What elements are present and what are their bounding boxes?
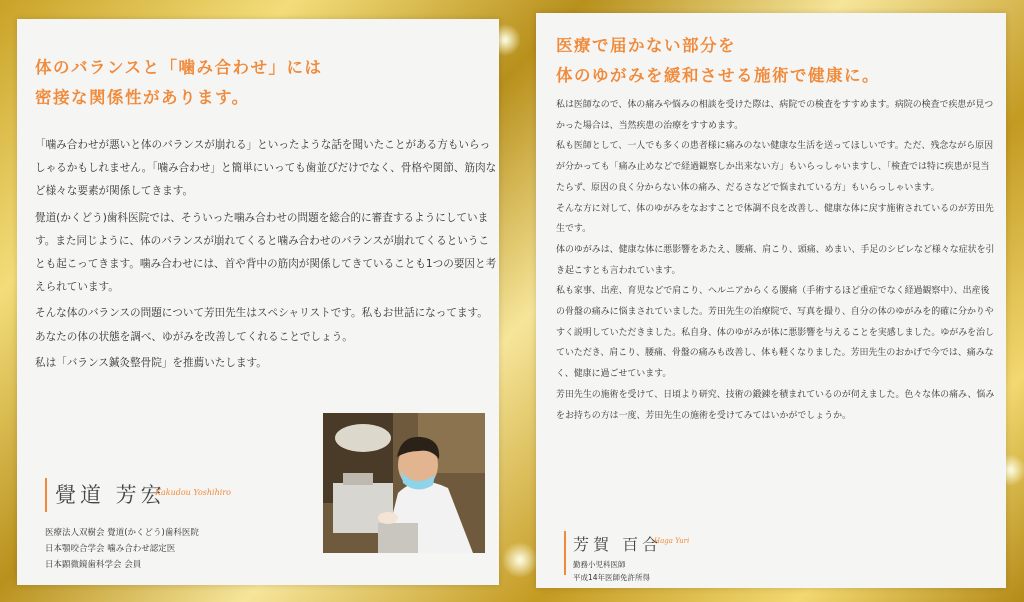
left-paragraph-1: 「噛み合わせが悪いと体のバランスが崩れる」といったような話を聞いたことがある方もいらっしゃるかもしれません。「噛み合わせ」と簡単にいっても歯並びだけでなく、骨格や関節、筋肉など様々な要素が関係してきます。 [35,139,497,198]
recommendation-panel-right [536,13,1006,588]
right-paragraph-2: 私も医師として、一人でも多くの患者様に痛みのない健康な生活を送ってほしいです。ただ、残念ながら原因が分かっても「痛み止めなどで経過観察しか出来ない方」もいらっしゃいますし、「検査では特に疾患が見当たらず、原因の良く分からない体の痛み、だるさなどで悩まれている方」もいらっしゃいます。 [556,141,994,193]
left-credential-2: 日本顎咬合学会 噛み合わせ認定医 [45,544,176,554]
left-signature-roman: Kakudou Yoshihiro [155,488,231,497]
right-credential-1: 勤務小児科医師 [573,560,626,569]
left-credential-1: 医療法人双樹会 覺道(かくどう)歯科医院 [45,528,199,538]
right-heading-line-1: 医療で届かない部分を [556,36,736,55]
left-body-text [35,134,497,378]
right-paragraph-5: 私も家事、出産、育児などで肩こり、ヘルニアからくる腰痛（手術するほど重症でなく経過観察中）、出産後の骨盤の痛みに悩まされていました。芳田先生の治療院で、写真を撮り、自分の体のゆがみを的確に分かりやすく説明していただきました。私自身、体のゆがみが体に悪影響を与えることを実感しました。ゆがみを治していただき、肩こり、腰痛、骨盤の痛みも改善し、体も軽くなりました。芳田先生のおかげで今では、痛みなく、健康に過ごせています。 [556,286,994,380]
left-signature-name: 覺道 芳宏 [55,483,166,507]
right-paragraph-6: 芳田先生の施術を受けて、日頃より研究、技術の鍛錬を積まれているのが伺えました。色々な体の痛み、悩みをお持ちの方は一度、芳田先生の施術を受けてみてはいかがでしょうか。 [556,389,995,421]
right-paragraph-4: 体のゆがみは、健康な体に悪影響をあたえ、腰痛、肩こり、頭痛、めまい、手足のシビレなど様々な症状を引き起こすとも言われています。 [556,244,995,276]
left-paragraph-4: 私は「バランス鍼灸整骨院」を推薦いたします。 [35,356,267,369]
right-heading-line-2: 体のゆがみを緩和させる施術で健康に。 [556,66,880,85]
left-paragraph-2: 覺道(かくどう)歯科医院では、そういった噛み合わせの問題を総合的に審査するようにしています。また同じように、体のバランスが崩れてくると噛み合わせのバランスが崩れてくるということも起こってきます。噛み合わせには、首や背中の筋肉が関係してきていることも1つの要因と考えられています。 [35,211,497,294]
left-heading [35,53,485,113]
left-signature-credentials [45,525,199,573]
left-paragraph-3: そんな体のバランスの問題について芳田先生はスペシャリストです。私もお世話になってます。あなたの体の状態を調べ、ゆがみを改善してくれることでしょう。 [35,307,488,343]
recommendation-panel-left [17,19,499,585]
right-signature-credentials [573,558,650,584]
right-paragraph-3: そんな方に対して、体のゆがみをなおすことで体調不良を改善し、健康な体に戻す施術されているのが芳田先生です。 [556,203,994,235]
left-heading-line-2: 密接な関係性があります。 [35,88,250,107]
right-heading [556,31,996,91]
right-credential-2: 平成14年医師免許所得 [573,573,651,582]
left-signature-accent-bar [45,478,47,512]
right-body-text [556,95,996,426]
right-paragraph-1: 私は医師なので、体の痛みや悩みの相談を受けた際は、病院での検査をすすめます。病院の検査で疾患が見つかった場合は、当然疾患の治療をすすめます。 [556,100,994,131]
doctor-photo [323,413,485,553]
left-credential-3: 日本顕微鏡歯科学会 会員 [45,560,142,570]
right-signature-roman: Haga Yuri [654,537,690,545]
right-signature-accent-bar [564,531,566,575]
right-signature-name: 芳賀 百合 [573,535,663,554]
left-heading-line-1: 体のバランスと「噛み合わせ」には [35,58,323,77]
